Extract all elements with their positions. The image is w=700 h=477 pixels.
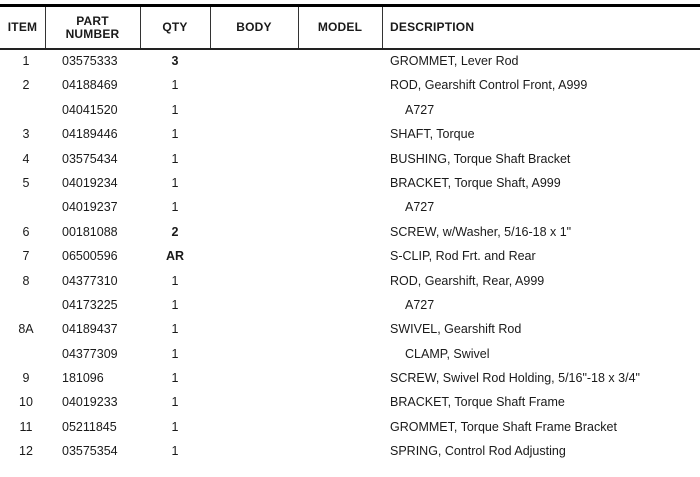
part-number: 06500596 bbox=[62, 249, 118, 264]
table-body bbox=[0, 50, 700, 465]
quantity: 1 bbox=[171, 102, 179, 117]
table-header bbox=[0, 7, 700, 48]
description: BUSHING, Torque Shaft Bracket bbox=[390, 151, 571, 166]
col-part-header-line1: PART bbox=[76, 13, 109, 28]
description: SWIVEL, Gearshift Rod bbox=[390, 322, 522, 337]
item-number: 6 bbox=[22, 224, 30, 239]
part-number: 04019234 bbox=[62, 175, 118, 190]
table-row bbox=[0, 123, 700, 147]
col-body-header: BODY bbox=[236, 20, 272, 34]
item-number: 4 bbox=[22, 151, 30, 166]
quantity: 1 bbox=[171, 127, 179, 142]
table-row bbox=[0, 245, 700, 269]
description: SCREW, Swivel Rod Holding, 5/16"-18 x 3/4" bbox=[390, 371, 640, 386]
column-divider bbox=[140, 7, 141, 48]
part-number: 03575354 bbox=[62, 444, 118, 459]
part-number: 181096 bbox=[62, 371, 104, 386]
description: A727 bbox=[405, 200, 435, 215]
quantity: 1 bbox=[171, 371, 179, 386]
part-number: 04188469 bbox=[62, 78, 118, 93]
description: ROD, Gearshift, Rear, A999 bbox=[390, 273, 545, 288]
table-row bbox=[0, 50, 700, 74]
table-row bbox=[0, 367, 700, 391]
quantity: 1 bbox=[171, 297, 179, 312]
table-row bbox=[0, 172, 700, 196]
quantity: 1 bbox=[171, 200, 179, 215]
item-number: 2 bbox=[22, 78, 30, 93]
quantity: 1 bbox=[171, 151, 179, 166]
part-number: 04189446 bbox=[62, 127, 118, 142]
description: S-CLIP, Rod Frt. and Rear bbox=[390, 249, 536, 264]
table-row bbox=[0, 416, 700, 440]
part-number: 04019237 bbox=[62, 200, 118, 215]
table-row bbox=[0, 221, 700, 245]
item-number: 8 bbox=[22, 273, 30, 288]
table-row bbox=[0, 294, 700, 318]
col-qty-header: QTY bbox=[162, 20, 188, 34]
table-row bbox=[0, 196, 700, 220]
item-number: 8A bbox=[18, 322, 34, 337]
column-divider bbox=[45, 7, 46, 48]
item-number: 5 bbox=[22, 175, 30, 190]
part-number: 04173225 bbox=[62, 297, 118, 312]
quantity: 1 bbox=[171, 175, 179, 190]
part-number: 04019233 bbox=[62, 395, 118, 410]
table-row bbox=[0, 391, 700, 415]
quantity: 1 bbox=[171, 322, 179, 337]
item-number: 3 bbox=[22, 127, 30, 142]
table-row bbox=[0, 74, 700, 98]
description: GROMMET, Torque Shaft Frame Bracket bbox=[390, 419, 617, 434]
description: A727 bbox=[405, 102, 435, 117]
part-number: 03575434 bbox=[62, 151, 118, 166]
table-row bbox=[0, 99, 700, 123]
description: SHAFT, Torque bbox=[390, 127, 475, 142]
quantity: 2 bbox=[171, 224, 179, 239]
item-number: 9 bbox=[22, 371, 30, 386]
col-part-header-line2: NUMBER bbox=[65, 26, 120, 41]
quantity: 1 bbox=[171, 444, 179, 459]
item-number: 10 bbox=[19, 395, 33, 410]
description: ROD, Gearshift Control Front, A999 bbox=[390, 78, 588, 93]
part-number: 04189437 bbox=[62, 322, 118, 337]
table-row bbox=[0, 270, 700, 294]
description: GROMMET, Lever Rod bbox=[390, 54, 519, 68]
table-row bbox=[0, 148, 700, 172]
part-number: 03575333 bbox=[62, 54, 118, 68]
col-description-header: DESCRIPTION bbox=[390, 20, 475, 34]
col-model-header: MODEL bbox=[317, 20, 363, 34]
quantity: 1 bbox=[171, 78, 179, 93]
item-number: 11 bbox=[19, 419, 33, 434]
table-row bbox=[0, 318, 700, 342]
item-number: 1 bbox=[22, 54, 30, 68]
quantity: 1 bbox=[171, 419, 179, 434]
quantity: 3 bbox=[171, 54, 179, 68]
quantity: 1 bbox=[171, 346, 179, 361]
col-part-number-header bbox=[45, 7, 140, 48]
column-divider bbox=[298, 7, 299, 48]
table-row bbox=[0, 440, 700, 464]
quantity: AR bbox=[165, 249, 185, 264]
col-item-header: ITEM bbox=[7, 20, 38, 34]
part-number: 04041520 bbox=[62, 102, 118, 117]
quantity: 1 bbox=[171, 273, 179, 288]
description: SCREW, w/Washer, 5/16-18 x 1" bbox=[390, 224, 572, 239]
column-divider bbox=[210, 7, 211, 48]
description: CLAMP, Swivel bbox=[405, 346, 490, 361]
quantity: 1 bbox=[171, 395, 179, 410]
table-row bbox=[0, 343, 700, 367]
description: BRACKET, Torque Shaft, A999 bbox=[390, 175, 561, 190]
item-number: 12 bbox=[19, 444, 33, 459]
part-number: 05211845 bbox=[62, 419, 117, 434]
item-number: 7 bbox=[22, 249, 30, 264]
description: BRACKET, Torque Shaft Frame bbox=[390, 395, 565, 410]
part-number: 04377310 bbox=[62, 273, 118, 288]
part-number: 00181088 bbox=[62, 224, 118, 239]
description: A727 bbox=[405, 297, 435, 312]
part-number: 04377309 bbox=[62, 346, 118, 361]
description: SPRING, Control Rod Adjusting bbox=[390, 444, 566, 459]
column-divider bbox=[382, 7, 383, 48]
